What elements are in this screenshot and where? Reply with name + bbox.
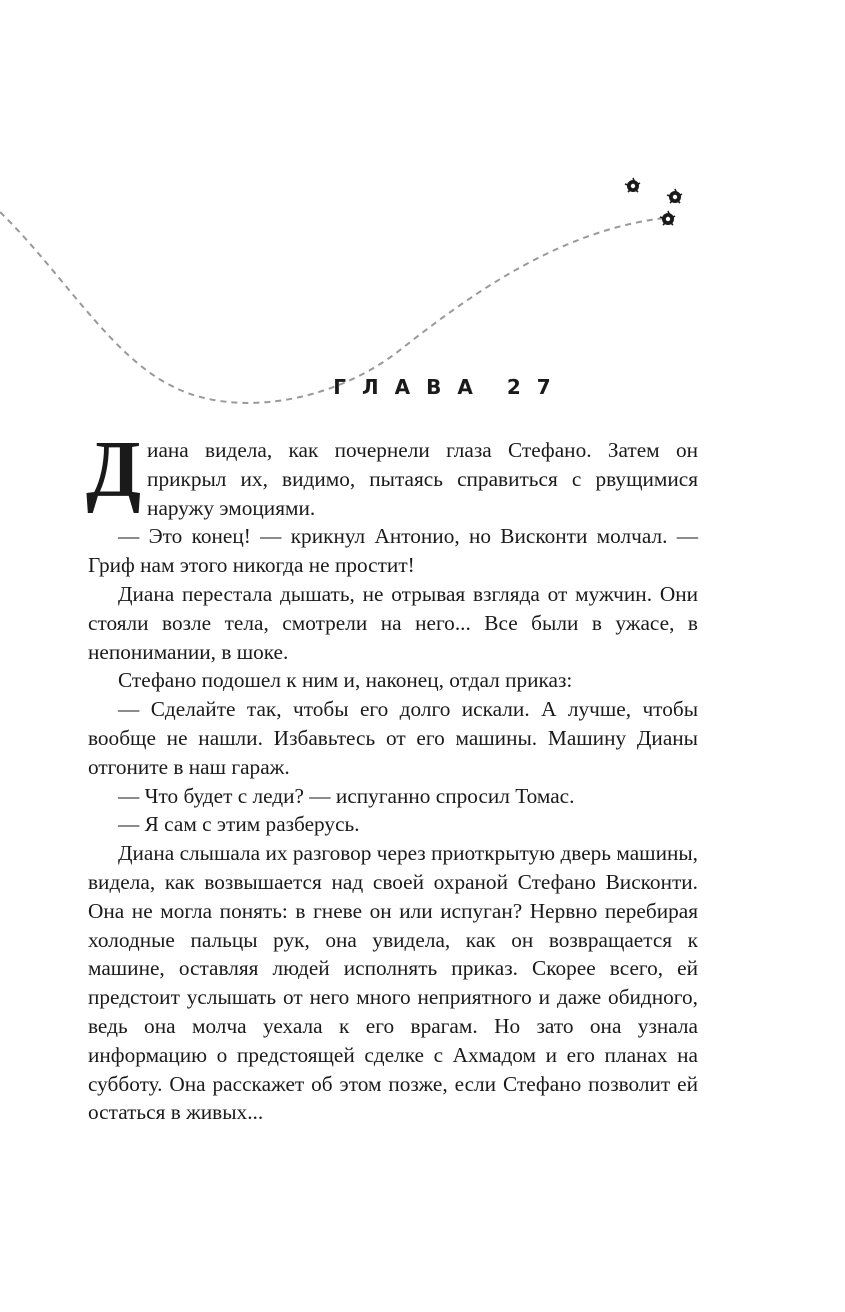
bullet-hole-icon: [667, 189, 682, 203]
paragraph: Стефано подошел к ним и, наконец, отдал приказ:: [118, 668, 573, 693]
chapter-number: 27: [506, 375, 567, 399]
paragraph: Диана видела, как почернели глаза Стефано. Затем он прикрыл их, видимо, пытаясь справиться с рвущимися наружу эмоциями.: [86, 426, 698, 520]
paragraph: — Это конец! — крикнул Антонио, но Висконти молчал. — Гриф нам этого никогда не простит!: [88, 524, 698, 578]
chapter-heading: [0, 375, 845, 399]
paragraph: — Сделайте так, чтобы его долго искали. А лучше, чтобы вообще не нашли. Избавьтесь от его машины. Машину Дианы отгоните в наш гараж.: [88, 697, 698, 779]
paragraph: Диана слышала их разговор через приоткрытую дверь машины, видела, как возвышается над своей охраной Стефано Висконти. Она не могла понять: в гневе он или испуган? Нервно перебирая холодные пальцы рук, она увидела, как он возвращается к машине, оставляя людей исполнять приказ. Скорее всего, ей предстоит услышать от него много неприятного и даже обидного, ведь она молча уехала к его врагам. Но зато она узнала информацию о предстоящей сделке с Ахмадом и его планах на субботу. Она расскажет об этом позже, если Стефано позволит ей остаться в живых...: [88, 841, 698, 1125]
chapter-text: [86, 426, 698, 1127]
paragraph: — Я сам с этим разберусь.: [118, 812, 360, 837]
bullet-hole-icon: [660, 211, 675, 225]
chapter-word: ГЛАВА: [333, 375, 489, 399]
bullet-hole-icon: [625, 178, 640, 192]
paragraph: — Что будет с леди? — испуганно спросил Томас.: [118, 783, 575, 808]
drop-cap: Д: [86, 426, 142, 514]
paragraph: Диана перестала дышать, не отрывая взгляда от мужчин. Они стояли возле тела, смотрели на него... Все были в ужасе, в непонимании, в шоке.: [88, 581, 698, 664]
